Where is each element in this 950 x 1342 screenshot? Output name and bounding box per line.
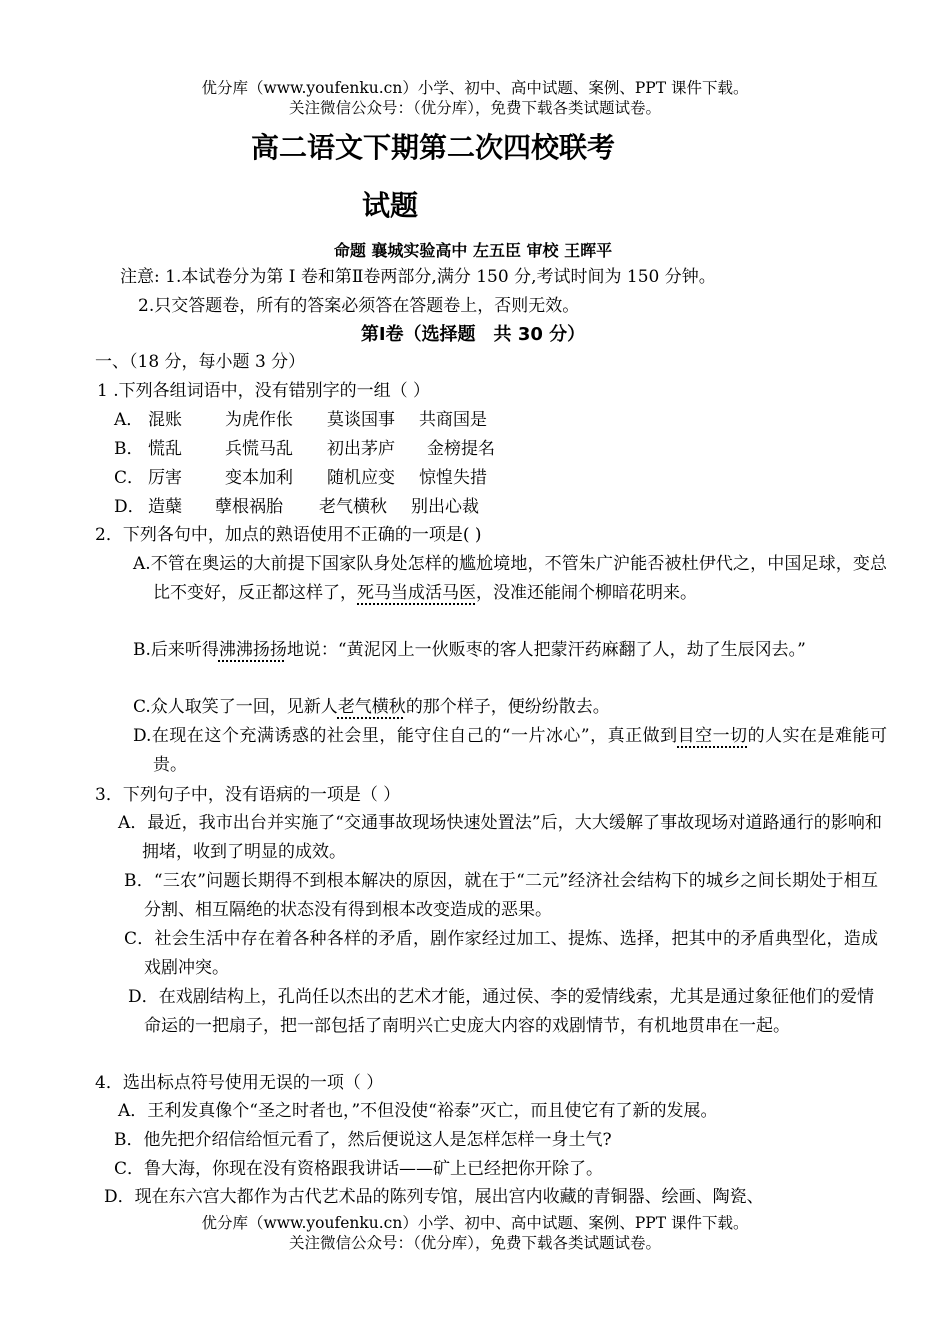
q1-b-word4: 金榜提名 xyxy=(427,439,495,459)
q3-option-d: D．在戏剧结构上，孔尚任以杰出的艺术才能，通过侯、李的爱情线索，尤其是通过象征他们的爱情命运的一把扇子，把一部包括了南明兴亡史庞大内容的戏剧情节，有机地贯串在一起。 xyxy=(128,987,874,1036)
q3-stem: 3．下列句子中，没有语病的一项是（ ） xyxy=(95,785,401,805)
q3-option-b: B．“三农”问题长期得不到根本解决的原因，就在于“二元”经济社会结构下的城乡之间长期处于相互分割、相互隔绝的状态没有得到根本改变造成的恶果。 xyxy=(124,871,878,920)
footer-banner-line2: 关注微信公众号：（优分库），免费下载各类试题试卷。 xyxy=(288,1234,661,1252)
q1-b-word3: 初出茅庐 xyxy=(327,439,395,459)
q1-option-a xyxy=(114,406,487,435)
q2-a-post: ，没准还能闹个柳暗花明来。 xyxy=(476,583,697,603)
q4-option-c: C．鲁大海，你现在没有资格跟我讲话——矿上已经把你开除了。 xyxy=(114,1159,604,1179)
q1-option-b xyxy=(114,435,495,464)
q1-c-word4: 惊惶失措 xyxy=(419,468,487,488)
q4-stem: 4．选出标点符号使用无误的一项（ ） xyxy=(95,1073,384,1093)
q1-c-word1: 厉害 xyxy=(148,468,182,488)
q2-a-pre: A.不管在奥运的大前提下国家队身处怎样的尴尬境地，不管朱广沪能否被杜伊代之，中国足球，变总比不变好，反正都这样了， xyxy=(133,554,887,603)
q1-a-word1: 混账 xyxy=(148,410,182,430)
q1-option-b-label: B． xyxy=(114,439,144,459)
author-byline: 命题 襄城实验高中 左五臣 审校 王晖平 xyxy=(333,241,613,260)
q2-c-idiom: 老气横秋 xyxy=(337,697,406,717)
q3-option-a: A．最近，我市出台并实施了“交通事故现场快速处置法”后，大大缓解了事故现场对道路通行的影响和拥堵，收到了明显的成效。 xyxy=(118,813,882,862)
page-title: 高二语文下期第二次四校联考 xyxy=(250,131,615,164)
q1-b-word1: 慌乱 xyxy=(148,439,182,459)
q1-a-word4: 共商国是 xyxy=(419,410,487,430)
q1-a-word3: 莫谈国事 xyxy=(327,410,395,430)
q3-option-c: C．社会生活中存在着各种各样的矛盾，剧作家经过加工、提炼、选择，把其中的矛盾典型化，造成戏剧冲突。 xyxy=(124,929,878,978)
q1-option-c xyxy=(114,464,487,493)
q1-c-word2: 变本加利 xyxy=(225,468,293,488)
note-1: 注意: 1.本试卷分为第 I 卷和第Ⅱ卷两部分,满分 150 分,考试时间为 150 分钟。 xyxy=(120,267,716,287)
q1-b-word2: 兵慌马乱 xyxy=(225,439,293,459)
q1-d-word2: 孽根祸胎 xyxy=(215,497,283,517)
q2-c-pre: C.众人取笑了一回，见新人 xyxy=(133,697,338,717)
q4-option-a: A．王利发真像个“圣之时者也，”不但没使“裕泰”灭亡，而且使它有了新的发展。 xyxy=(118,1101,718,1121)
part-heading: 一、（18 分，每小题 3 分） xyxy=(95,352,306,372)
q1-option-c-label: C． xyxy=(114,468,145,488)
q4-option-d: D．现在东六宫大都作为古代艺术品的陈列专馆，展出宫内收藏的青铜器、绘画、陶瓷、 xyxy=(104,1187,764,1207)
q1-d-word4: 别出心裁 xyxy=(411,497,479,517)
q2-option-b xyxy=(133,636,887,665)
q2-b-idiom: 沸沸扬扬 xyxy=(218,640,287,660)
note-2: 2.只交答题卷，所有的答案必须答在答题卷上，否则无效。 xyxy=(138,296,580,316)
q2-c-post: 的那个样子，便纷纷散去。 xyxy=(405,697,610,717)
q2-stem: 2．下列各句中，加点的熟语使用不正确的一项是( ) xyxy=(95,525,482,545)
q2-option-c xyxy=(133,693,887,722)
q2-option-d xyxy=(133,722,887,780)
q1-c-word3: 随机应变 xyxy=(327,468,395,488)
q1-a-word2: 为虎作伥 xyxy=(225,410,293,430)
q2-option-a xyxy=(133,550,887,608)
q1-stem: 1 .下列各组词语中，没有错别字的一组（ ） xyxy=(97,381,431,401)
q2-b-post: 地说：“黄泥冈上一伙贩枣的客人把蒙汗药麻翻了人，劫了生辰冈去。” xyxy=(286,640,806,660)
q2-d-pre: D.在现在这个充满诱惑的社会里，能守住自己的“一片冰心”，真正做到 xyxy=(133,726,678,746)
header-banner-line2: 关注微信公众号：（优分库），免费下载各类试题试卷。 xyxy=(288,99,661,117)
q1-option-d xyxy=(114,493,479,522)
q1-d-word3: 老气横秋 xyxy=(319,497,387,517)
header-banner-line1: 优分库（www.youfenku.cn）小学、初中、高中试题、案例、PPT 课件下载。 xyxy=(201,79,749,97)
q4-option-b: B．他先把介绍信给恒元看了，然后便说这人是怎样怎样一身土气? xyxy=(114,1130,612,1150)
page-subtitle: 试题 xyxy=(361,189,418,222)
footer-banner-line1: 优分库（www.youfenku.cn）小学、初中、高中试题、案例、PPT 课件下载。 xyxy=(201,1214,749,1232)
q2-d-idiom: 目空一切 xyxy=(677,726,748,746)
q2-b-pre: B.后来听得 xyxy=(133,640,219,660)
q1-option-d-label: D． xyxy=(114,497,145,517)
q1-option-a-label: A． xyxy=(114,410,144,430)
section-heading: 第Ⅰ卷（选择题 共 30 分） xyxy=(360,324,586,345)
q2-d-post: 的人实在是难能可贵。 xyxy=(153,726,888,775)
q1-d-word1: 造蘖 xyxy=(148,497,182,517)
q2-a-idiom: 死马当成活马医 xyxy=(357,583,476,603)
